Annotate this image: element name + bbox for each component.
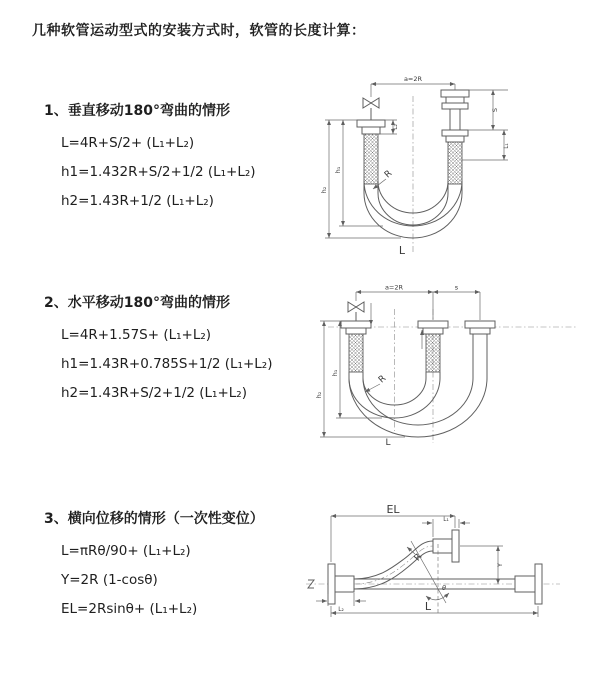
right-hose-end bbox=[465, 321, 495, 378]
s-curve-hose bbox=[354, 541, 433, 589]
dim-label-l2: L₂ bbox=[393, 124, 399, 130]
displaced-hose-end bbox=[433, 530, 459, 562]
left-hose-end bbox=[341, 321, 371, 378]
valve-icon bbox=[363, 98, 379, 120]
dim-label-y: Y bbox=[496, 563, 504, 567]
dim-label-l1: L₁ bbox=[443, 517, 449, 523]
dimension-l1 bbox=[462, 130, 510, 160]
radius-label: R bbox=[412, 552, 425, 564]
radius-label: R bbox=[382, 168, 395, 181]
dim-label-l2: L₂ bbox=[338, 607, 344, 613]
section-2-heading: 2、水平移动180°弯曲的情形 bbox=[44, 295, 230, 311]
angle-label: θ bbox=[442, 584, 446, 592]
diagram-lateral-displacement bbox=[298, 500, 592, 645]
dimension-l2 bbox=[316, 593, 366, 613]
dimension-s bbox=[433, 284, 480, 293]
dimension-l1 bbox=[422, 517, 470, 537]
formula: h2=1.43R+S/2+1/2 (L₁+L₂) bbox=[61, 385, 247, 401]
hose-braid bbox=[426, 334, 440, 372]
formula: EL=2Rsinθ+ (L₁+L₂) bbox=[61, 601, 198, 617]
formula: h1=1.43R+0.785S+1/2 (L₁+L₂) bbox=[61, 356, 273, 372]
diagram-vertical-bend bbox=[313, 72, 581, 260]
u-bend-hose bbox=[349, 378, 487, 437]
right-hose-end bbox=[515, 564, 542, 604]
right-hose-end bbox=[441, 90, 469, 193]
dim-label-h2: h₂ bbox=[315, 391, 323, 399]
formula: L=4R+1.57S+ (L₁+L₂) bbox=[61, 327, 212, 343]
dim-label-a2r: a=2R bbox=[384, 283, 404, 292]
hose-braid bbox=[448, 142, 462, 184]
dimension-a2r bbox=[356, 284, 480, 321]
middle-hose-end bbox=[418, 321, 448, 378]
hose-braid bbox=[364, 134, 378, 184]
dim-label-el: EL bbox=[386, 503, 400, 516]
length-label: L bbox=[398, 244, 406, 257]
page-title: 几种软管运动型式的安装方式时，软管的长度计算： bbox=[32, 23, 366, 39]
section-3-heading: 3、横向位移的情形（一次性变位） bbox=[44, 511, 264, 527]
section-3 bbox=[44, 508, 264, 624]
dimension-l bbox=[331, 600, 538, 617]
formula: L=πRθ/90+ (L₁+L₂) bbox=[61, 543, 191, 559]
dim-label-s: S bbox=[491, 107, 499, 113]
section-1 bbox=[44, 100, 256, 216]
dim-label-h2: h₂ bbox=[320, 186, 328, 194]
dim-label-l: L bbox=[424, 600, 432, 613]
length-label: L bbox=[385, 438, 391, 448]
dim-label-s: s bbox=[454, 283, 459, 292]
diagram-horizontal-bend bbox=[310, 283, 592, 453]
dim-label-h1: h₁ bbox=[334, 166, 342, 174]
radius-label: R bbox=[376, 373, 389, 386]
section-1-heading: 1、垂直移动180°弯曲的情形 bbox=[44, 103, 230, 119]
radius-leader bbox=[365, 374, 388, 392]
hose-braid bbox=[349, 334, 363, 372]
dimension-s bbox=[468, 90, 508, 130]
section-2 bbox=[44, 292, 272, 408]
formula: h1=1.432R+S/2+1/2 (L₁+L₂) bbox=[61, 164, 256, 180]
dim-label-l1: L₁ bbox=[504, 143, 510, 149]
formula: L=4R+S/2+ (L₁+L₂) bbox=[61, 135, 195, 151]
valve-icon bbox=[348, 302, 364, 321]
left-hose-end bbox=[328, 564, 354, 604]
dimension-y bbox=[460, 546, 504, 584]
left-hose-end bbox=[357, 120, 385, 193]
formula: Y=2R (1-cosθ) bbox=[61, 572, 158, 588]
formula: h2=1.43R+1/2 (L₁+L₂) bbox=[61, 193, 214, 209]
dim-label-h1: h₁ bbox=[331, 369, 339, 377]
dim-label-a2r: a=2R bbox=[403, 75, 423, 83]
